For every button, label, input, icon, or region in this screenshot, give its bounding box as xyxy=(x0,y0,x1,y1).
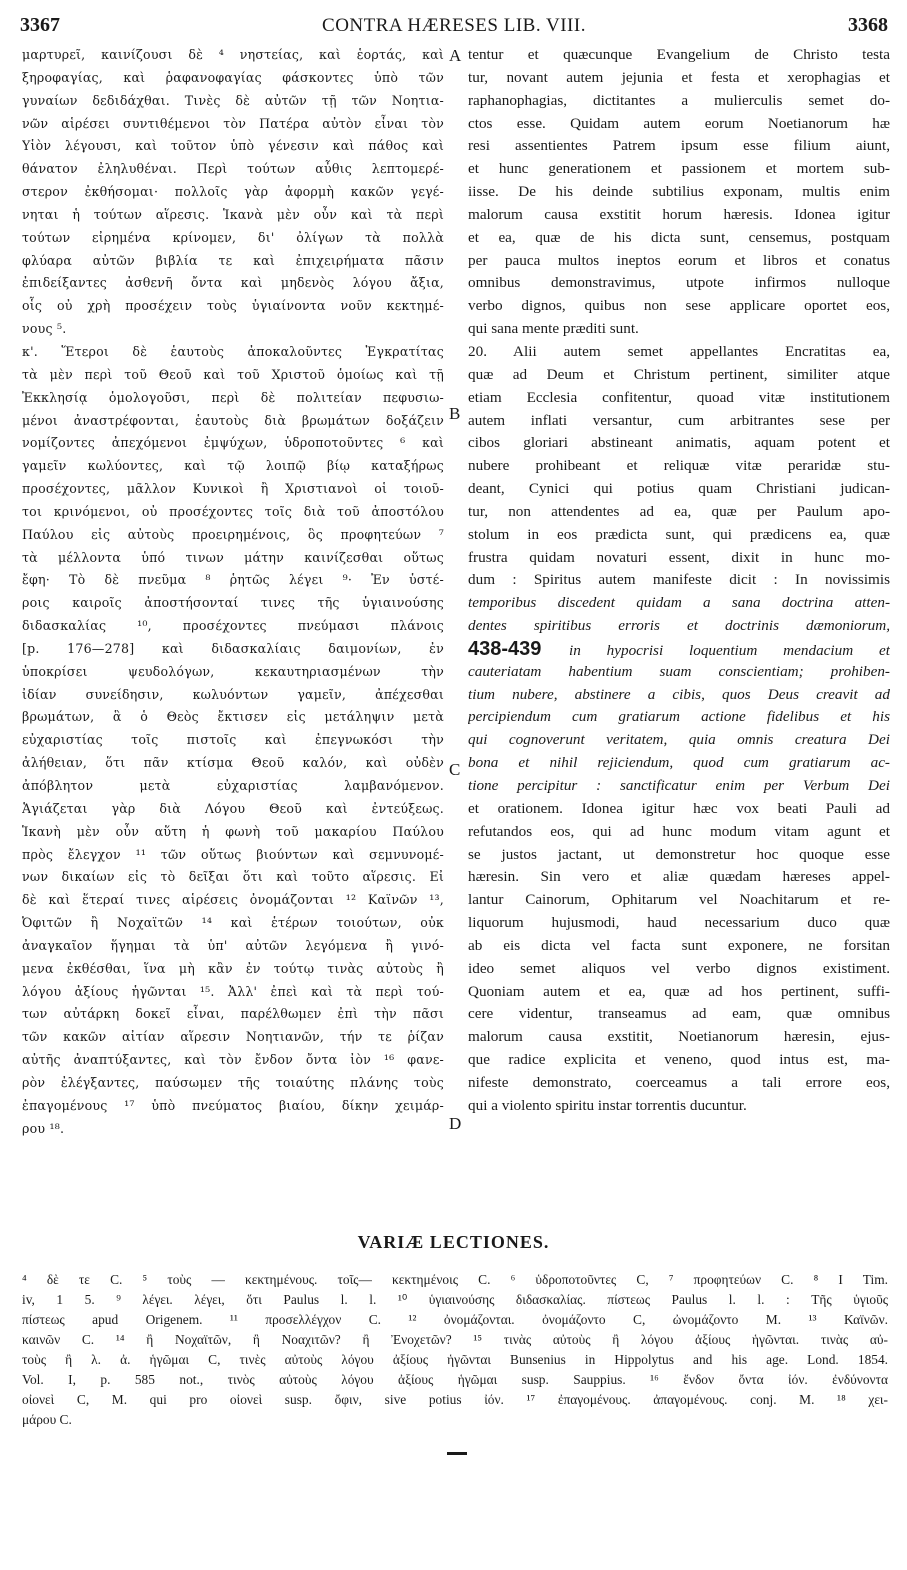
right-page-number: 3368 xyxy=(848,14,888,36)
greek-text-column xyxy=(22,44,444,1141)
greek-text-line: Ἱκανὴ μὲν οὖν αὕτη ἡ φωνὴ τοῦ μακαρίου Παύλου xyxy=(22,823,444,839)
greek-text-line: των αὐτάρκη δοκεῖ εἶναι, παρέλθωμεν ἐπὶ τὴν πᾶσι xyxy=(22,1006,444,1022)
note-line: Vol. I, p. 585 not., τινὸς αὐτοὺς λόγου ἀξίους ἡγῶμαι susp. Sauppius. ¹⁶ ἔνδον ὄντα ἰόν. ἐνδύνοντα xyxy=(22,1372,888,1387)
greek-text-line: ἀπόβλητον μετὰ εὐχαριστίας λαμβανόμενον. xyxy=(22,778,444,793)
greek-text-line: ὑποκρίσει ψευδολόγων, κεκαυτηριασμένων τὴν xyxy=(22,663,444,679)
greek-text-line: ρου ¹⁸. xyxy=(22,1120,65,1136)
greek-text-line: Ὀφιτῶν ἢ Νοχαϊτῶν ¹⁴ καὶ ἑτέρων τοιούτων, οὐκ xyxy=(22,915,444,931)
greek-text-line: πρὸς ἔλεγχον ¹¹ τῶν οὕτως βιούντων καὶ σεμνυνομέ- xyxy=(22,846,444,862)
greek-text-line: βρωμάτων, ἃ ὁ Θεὸς ἔκτισεν εἰς μετάληψιν μετὰ xyxy=(22,709,444,725)
note-line: τοὺς ἢ λ. ἀ. ἡγῶμαι C, τινὲς αὐτοὺς λόγου ἀξίους ἡγῶνται Bunsenius in Hippolytus and his age. Lond. 1854. xyxy=(22,1352,888,1367)
greek-text-line: οἷς οὐ χρὴ προσέχειν τοὺς ὑγιαίνοντα νοῦν κεκτημέ- xyxy=(22,298,444,314)
greek-text-line: [p. 176—278] καὶ διδασκαλίαις δαιμονίων, ἐν xyxy=(22,640,444,656)
greek-text-line: γαμεῖν κωλύοντες, καὶ τῷ λοιπῷ βίῳ καταξήρως xyxy=(22,458,444,474)
latin-text-line: tur, novant autem jejunia et festa et xerophagias et xyxy=(468,68,890,86)
greek-text-line: θάνατον ἐληλυθέναι. Περὶ τούτων αὖθις λεπτομερέ- xyxy=(22,161,444,177)
latin-text-line: malorum causa exstitit, Noetianorum hæresin, ejus- xyxy=(468,1028,890,1046)
latin-text-line: lantur Cainorum, Ophitarum vel Noachitarum et re- xyxy=(468,891,890,909)
note-line: πίστεως apud Origenem. ¹¹ προσελλέγχον C. ¹² ὀνομάζονται. ὀνομάζοντο C, ὠνομάζοντο M. ¹³ Καϊνῶν. xyxy=(22,1312,888,1327)
latin-text-line: verbo dignos, quibus non sese applicare oportet eos, xyxy=(468,297,890,315)
latin-text-line: omnibus demonstravimus, utpote infirmos nulloque xyxy=(468,274,890,292)
greek-text-line: τοι κρινόμενοι, οὐ προσέχοντες τοῖς διὰ τοῦ ἀποστόλου xyxy=(22,503,444,519)
latin-text-line: que radice explicita et veneno, quod intus est, ma- xyxy=(468,1051,890,1069)
margin-letter-d: D xyxy=(449,1114,462,1133)
latin-text-line: bona et nihil rejiciendum, quod cum gratiarum ac- xyxy=(468,754,890,772)
greek-text-line: ἀναγκαῖον ἥγημαι τὰ ὑπ' αὐτῶν λεγόμενα ἢ γινό- xyxy=(22,937,444,953)
latin-text-line: nubere prohibeant et reliquæ vitæ peraridæ stu- xyxy=(468,457,890,475)
greek-text-line: τῶν κακῶν αἰτίαν αἵρεσιν Νοητιανῶν, τήν τε ῥίζαν xyxy=(22,1029,444,1045)
latin-text-line: nifeste demonstrato, coerceamus a tali errore eos, xyxy=(468,1073,890,1091)
latin-text-line: qui a violento spiritu instar torrentis ducuntur. xyxy=(468,1096,747,1114)
greek-text-line: νομίζοντες ἀπεχόμενοι ἐμψύχων, ὑδροποτοῦντες ⁶ καὶ xyxy=(22,435,444,451)
latin-text-line: temporibus discedent quidam a sana doctrina atten- xyxy=(468,594,890,612)
greek-text-line: κ'. Ἕτεροι δὲ ἑαυτοὺς ἀποκαλοῦντες Ἐγκρατίτας xyxy=(22,343,444,359)
latin-text-line: dum : Spiritus autem manifeste dicit : In novissimis xyxy=(468,571,890,589)
greek-text-line: Υἱὸν λέγουσι, καὶ τοῦτον ὑπὸ γένεσιν καὶ πάθος καὶ xyxy=(22,138,444,154)
latin-text-column xyxy=(468,44,890,1118)
greek-text-line: Ἁγιάζεται γὰρ διὰ Λόγου Θεοῦ καὶ ἐντεύξεως. xyxy=(22,800,444,816)
greek-text-line: μαρτυρεῖ, καινίζουσι δὲ ⁴ νηστείας, καὶ ἑορτάς, καὶ xyxy=(22,47,444,62)
latin-text-line: 20. Alii autem semet appellantes Encratitas ea, xyxy=(468,342,890,360)
latin-text-line: 438-439 in hypocrisi loquentium mendacium et xyxy=(468,637,890,660)
greek-text-line: Ἐκκλησίᾳ ὁμολογοῦσι, περὶ δὲ πολιτείαν πεφυσιω- xyxy=(22,389,444,405)
latin-text-line: tur, non attendentes ad ea, quæ per Paulum apo- xyxy=(468,502,890,520)
note-line: οἰονεὶ C, M. qui pro οἰονεὶ susp. ὄφιν, sive potius ἰόν. ¹⁷ ἐπαγομένους. ἀπαγομένους. conj. M. ¹⁸ χει- xyxy=(22,1392,888,1407)
greek-text-line: στερον ἐκθήσομαι· πολλοῖς γὰρ ἀφορμὴ κακῶν γεγέ- xyxy=(22,184,444,200)
latin-text-line: autem inflati versantur, cum arbitrantes sese per xyxy=(468,411,890,429)
latin-text-line: cauteriatam habentium suam conscientiam; prohiben- xyxy=(468,662,890,680)
greek-text-line: γυναίων δεδιδάχθαι. Τινὲς δὲ αὐτῶν τῇ τῶν Νοητια- xyxy=(22,92,444,108)
greek-text-line: εὐχαριστίας τοῖς πιστοῖς καὶ ἐπεγνωκόσι τὴν xyxy=(22,732,444,748)
latin-text-line: ab eis dicta vel facta sunt exponere, ne forsitan xyxy=(468,936,890,954)
greek-text-line: δὲ καὶ ἕτεραί τινες αἱρέσεις ὀνομάζονται ¹² Καϊνῶν ¹³, xyxy=(22,892,444,908)
latin-text-line: resi assentientes Patrem ipsum esse filium aiunt, xyxy=(468,137,890,155)
note-line: καινῶν C. ¹⁴ ἢ Νοχαϊτῶν, ἢ Νοαχιτῶν? ἢ Ἐνοχετῶν? ¹⁵ τινὰς αὐτοὺς ἢ λόγου ἀξίους ἡγῶνται. τινὰς αὐ- xyxy=(22,1332,888,1347)
margin-letter-b: B xyxy=(449,404,461,423)
latin-text-line: tione percipitur : sanctificatur enim per Verbum Dei xyxy=(468,777,890,794)
latin-text-line: liquorum hujusmodi, haud necessarium duco quæ xyxy=(468,914,890,932)
latin-text-line: se justos jactant, ut demonstretur hoc quoque esse xyxy=(468,845,890,863)
latin-text-line: percipiendum cum gratiarum actione fidelibus et his xyxy=(468,708,890,726)
variae-lectiones-heading: VARIÆ LECTIONES. xyxy=(357,1232,550,1252)
note-line: iv, 1 5. ⁹ λέγει. λέγει, ὅτι Paulus l. l. ¹⁰ ὑγιαινούσης διδασκαλίας. πίστεως Paulus l. l. : Τῆς ὑγιοῦς xyxy=(22,1292,888,1307)
greek-text-line: τούτων εἰρημένα κρίνομεν, δι' ὀλίγων τὰ πολλὰ xyxy=(22,229,444,245)
latin-text-line: deant, Cynici qui potius quam Christiani judican- xyxy=(468,480,890,498)
greek-text-line: προσέχοντες, μᾶλλον Κυνικοὶ ἢ Χριστιανοὶ οἱ τοιοῦ- xyxy=(22,481,444,497)
latin-text-line: iisse. De his deinde subtilius exponam, multis enim xyxy=(468,183,890,201)
latin-text-line: qui cognoverunt veritatem, quia omnis creatura Dei xyxy=(468,731,890,749)
latin-text-line: qui sana mente præditi sunt. xyxy=(468,320,639,338)
greek-text-line: νῶν αἱρέσει συντιθέμενοι τὸν Πατέρα αὐτὸν εἶναι τὸν xyxy=(22,115,444,131)
greek-text-line: μενα ἐκθέσθαι, ἵνα μὴ κἂν ἐν τούτῳ τινὰς αὐτοὺς ἢ xyxy=(22,960,444,976)
page-header xyxy=(20,14,888,40)
latin-text-line: dentes spiritibus erroris et doctrinis dæmoniorum, xyxy=(468,617,890,635)
latin-text-line: stolum in eos prædicta sunt, qui prædicens ea, quæ xyxy=(468,525,890,543)
latin-text-line: Quoniam autem et ea, quæ ad hos pertinent, suffi- xyxy=(468,982,890,1000)
greek-text-line: ρὸν ἐλέγξαντες, παύσωμεν τῆς τοιαύτης πλάνης τοὺς xyxy=(22,1074,444,1090)
note-line: ⁴ δὲ τε C. ⁵ τοὺς — κεκτημένους. τοῖς— κεκτημένοις C. ⁶ ὑδροποτοῦντες C, ⁷ προφητεύων C. ⁸ I Tim. xyxy=(22,1272,888,1287)
latin-text-line: quæ ad Deum et Christum pertinent, similiter atque xyxy=(468,365,890,383)
latin-text-line: et hunc generationem et passionem et mortem sub- xyxy=(468,160,890,178)
column-number-marker: 438-439 xyxy=(468,637,569,660)
greek-text-line: λόγου ἀξίους ἡγῶνται ¹⁵. Ἀλλ' ἐπεὶ καὶ τὰ περὶ τού- xyxy=(22,983,444,999)
latin-text-line: refutandos eos, qui ad hunc modum vitam agunt et xyxy=(468,822,890,840)
latin-text-line: malorum causa exstitit horum hæresis. Idonea igitur xyxy=(468,205,890,223)
greek-text-line: ξηροφαγίας, καὶ ῥαφανοφαγίας φάσκοντες ὑπὸ τῶν xyxy=(22,69,444,85)
latin-text-line: ideo semet aliquos vel verbo dignos existiment. xyxy=(468,959,890,977)
greek-text-line: μένοι ἀναστρέφονται, ἑαυτοὺς διὰ βρωμάτων δοξάζειν xyxy=(22,412,444,428)
latin-text-line: et orationem. Idonea igitur hæc vox beati Pauli ad xyxy=(468,799,890,817)
margin-letter-c: C xyxy=(449,760,461,779)
greek-text-line: αὐτῆς ἀναπτύξαντες, καὶ τὸν ἔνδον ὄντα ἰὸν ¹⁶ φανε- xyxy=(22,1052,444,1068)
latin-text-line: raphanophagias, dictitantes a mulierculis semet do- xyxy=(468,91,890,109)
latin-text-line: ctos esse. Quidam autem eorum Noetianorum hæ xyxy=(468,114,890,132)
latin-text-line: etiam Ecclesia confitentur, quoad vitæ institutionem xyxy=(468,388,890,406)
note-line: μάρου C. xyxy=(22,1412,72,1427)
running-title: CONTRA HÆRESES LIB. VIII. xyxy=(322,15,586,36)
greek-text-line: νους ⁵. xyxy=(22,321,67,337)
latin-text-line: cibos gloriari abstineant animatis, aquam potent et xyxy=(468,434,890,452)
greek-text-line: Παύλου εἰς αὐτοὺς προειρημένοις, ὃς προφητεύων ⁷ xyxy=(22,526,444,542)
latin-text-line: tentur et quæcunque Evangelium de Christo testa xyxy=(468,46,890,63)
greek-text-line: ροις καιροῖς ἀποστήσονταί τινες τῆς ὑγιαινούσης xyxy=(22,595,444,611)
greek-text-line: νηται ἡ τούτων αἵρεσις. Ἱκανὰ μὲν οὖν καὶ τὰ περὶ xyxy=(22,206,444,222)
greek-text-line: φλύαρα αὐτῶν βιβλία τε καὶ ἐπιχειρήματα πᾶσιν xyxy=(22,252,444,268)
greek-text-line: ἔφη· Τὸ δὲ πνεῦμα ⁸ ῥητῶς λέγει ⁹· Ἐν ὑστέ- xyxy=(22,572,444,588)
greek-text-line: διδασκαλίας ¹⁰, προσέχοντες πνεύμασι πλάνοις xyxy=(22,618,444,634)
greek-text-line: ἐπαγομένους ¹⁷ ὑπὸ πνεύματος βιαίου, δίκην χειμάρ- xyxy=(22,1097,444,1113)
greek-text-line: τὰ μέλλοντα ὑπό τινων μάτην καινίζεσθαι οὕτως xyxy=(22,549,444,565)
margin-letter-a: A xyxy=(449,46,462,65)
greek-text-line: ἀλήθειαν, ὅτι πᾶν κτίσμα Θεοῦ καλόν, καὶ οὐδὲν xyxy=(22,755,444,771)
latin-text-line: frustra quidam novaturi essent, dixit in hunc mo- xyxy=(468,548,890,566)
greek-text-line: ἐπιδείξαντες ἀσθενῆ ὄντα καὶ μηδενὸς λόγου ἄξια, xyxy=(22,275,444,291)
textual-notes xyxy=(22,1270,888,1430)
greek-text-line: τὰ μὲν περὶ τοῦ Θεοῦ καὶ τοῦ Χριστοῦ ὁμοίως καὶ τῇ xyxy=(22,366,444,382)
greek-text-line: ἰδίαν συνείδησιν, κωλυόντων γαμεῖν, ἀπέχεσθαι xyxy=(22,686,444,702)
greek-text-line: νων δικαίων εἰς τὸ δεῖξαι ὅτι καὶ τοῦτο αἵρεσις. Εἰ xyxy=(22,869,444,885)
latin-text-line: cere videntur, transeamus ad eam, quæ omnibus xyxy=(468,1005,890,1023)
latin-text-line: hæresin. Sin vero et aliæ quædam hæreses appel- xyxy=(468,868,890,886)
latin-text-line: per pauca multos ineptos eorum et libros et conatus xyxy=(468,251,890,269)
latin-text-line: tium nubere, abstinere a cibis, quos Deus creavit ad xyxy=(468,685,890,703)
left-page-number: 3367 xyxy=(20,14,60,36)
end-dash xyxy=(447,1452,467,1455)
latin-text-line: et ea, quæ de his dicta sunt, censemus, postquam xyxy=(468,228,890,246)
